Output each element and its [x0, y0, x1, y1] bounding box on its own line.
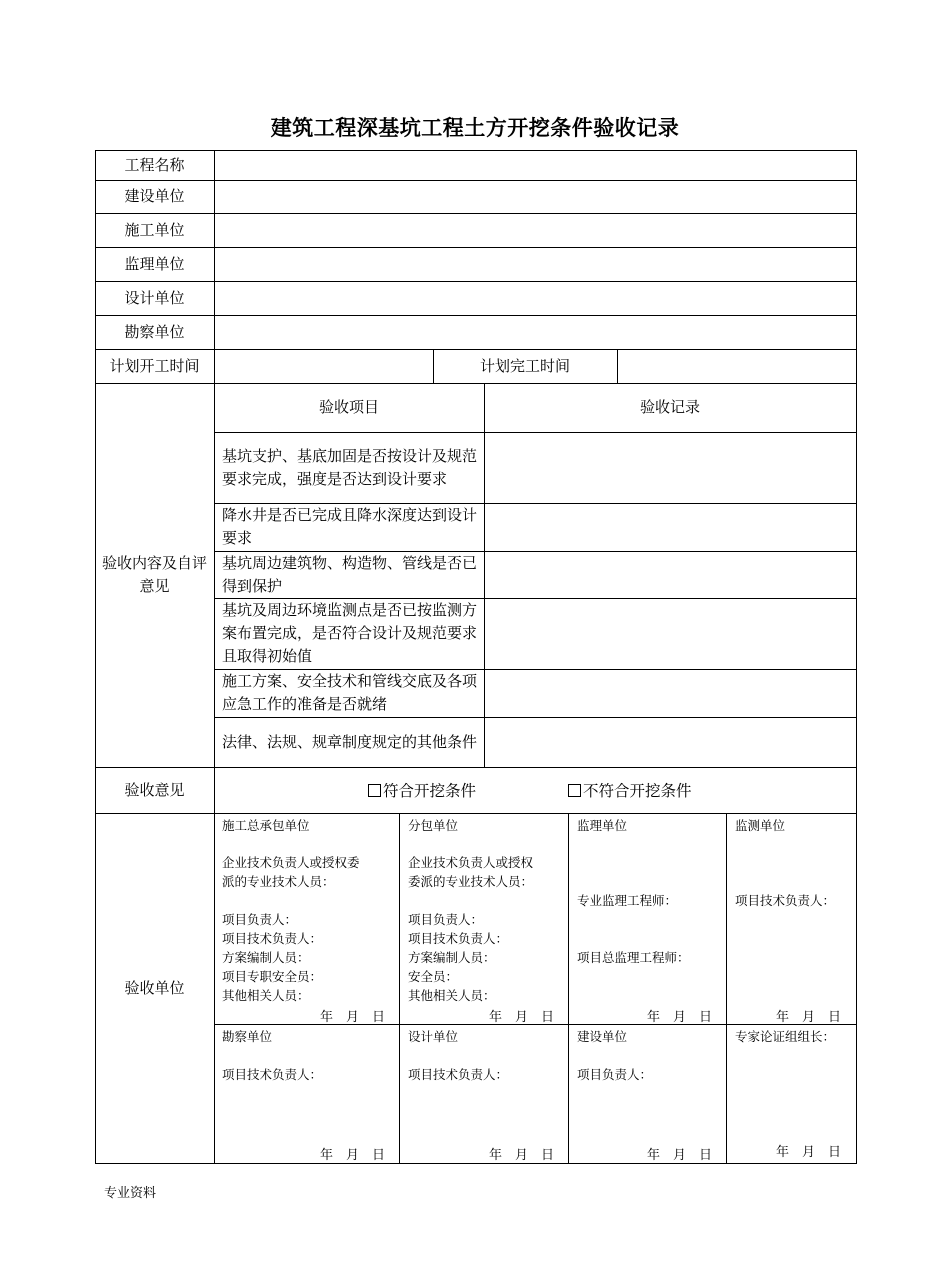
expert-leader-label: 专家论证组组长： — [735, 1029, 836, 1044]
general-contractor-tech-line1: 企业技术负责人或授权委 — [222, 855, 360, 870]
general-contractor-role: 方案编制人员： — [222, 950, 310, 965]
checkbox-icon[interactable] — [368, 784, 381, 797]
general-contractor-name: 施工总承包单位 — [222, 818, 310, 833]
general-contractor-role: 其他相关人员： — [222, 988, 310, 1003]
project-name-value[interactable] — [214, 150, 856, 180]
general-contractor-tech-line2: 派的专业技术人员： — [222, 874, 335, 889]
inspection-record[interactable] — [484, 669, 856, 717]
subcontractor-role: 方案编制人员： — [408, 950, 496, 965]
col-header-item: 验收项目 — [318, 398, 379, 416]
design-name: 设计单位 — [408, 1029, 459, 1044]
date-line: 年 月 日 — [489, 1010, 555, 1025]
inspection-item: 法律、法规、规章制度规定的其他条件 — [222, 732, 478, 751]
construction-owner-label: 建设单位 — [124, 187, 185, 205]
date-line: 年 月 日 — [320, 1010, 386, 1025]
option-unqualified[interactable] — [568, 779, 692, 801]
design-role: 项目技术负责人： — [408, 1067, 509, 1082]
general-contractor-role: 项目专职安全员： — [222, 969, 323, 984]
planned-finish-label: 计划完工时间 — [479, 356, 570, 375]
subcontractor-tech-line1: 企业技术负责人或授权 — [408, 855, 534, 870]
option-qualified[interactable] — [368, 779, 476, 801]
supervision-name: 监理单位 — [577, 818, 628, 833]
owner-name: 建设单位 — [577, 1029, 628, 1044]
monitoring-role: 项目技术负责人： — [735, 893, 836, 908]
inspection-section-label: 验收内容及自评意见 — [101, 554, 207, 595]
supervision-role: 项目总监理工程师： — [577, 950, 690, 965]
date-line: 年 月 日 — [776, 1145, 842, 1160]
date-line: 年 月 日 — [647, 1010, 713, 1025]
inspection-item: 基坑及周边环境监测点是否已按监测方案布置完成，是否符合设计及规范要求且取得初始值 — [222, 601, 478, 665]
survey-role: 项目技术负责人： — [222, 1067, 323, 1082]
inspection-record[interactable] — [484, 717, 856, 767]
monitoring-name: 监测单位 — [735, 818, 786, 833]
inspection-record[interactable] — [484, 432, 856, 503]
inspection-item: 基坑支护、基底加固是否按设计及规范要求完成，强度是否达到设计要求 — [222, 446, 478, 488]
surveyor-label: 勘察单位 — [124, 322, 185, 341]
date-line: 年 月 日 — [776, 1010, 842, 1025]
project-name-label: 工程名称 — [124, 155, 185, 174]
designer-value[interactable] — [214, 281, 856, 315]
subcontractor-role: 其他相关人员： — [408, 988, 496, 1003]
subcontractor-tech-line2: 委派的专业技术人员： — [408, 874, 534, 889]
planned-start-label: 计划开工时间 — [109, 356, 200, 375]
inspection-item: 施工方案、安全技术和管线交底及各项应急工作的准备是否就绪 — [222, 672, 478, 713]
survey-name: 勘察单位 — [222, 1029, 273, 1044]
option-unqualified-label: 不符合开挖条件 — [583, 782, 692, 800]
subcontractor-name: 分包单位 — [408, 818, 459, 833]
footer-text: 专业资料 — [104, 1186, 157, 1201]
designer-label: 设计单位 — [124, 288, 185, 307]
date-line: 年 月 日 — [647, 1148, 713, 1163]
construction-owner-value[interactable] — [214, 180, 856, 213]
supervisor-label: 监理单位 — [124, 254, 185, 273]
owner-role: 项目负责人： — [577, 1067, 653, 1082]
inspection-item: 降水井是否已完成且降水深度达到设计要求 — [222, 506, 478, 547]
planned-start-value[interactable] — [214, 349, 433, 383]
page-title: 建筑工程深基坑工程土方开挖条件验收记录 — [270, 116, 680, 140]
option-qualified-label: 符合开挖条件 — [383, 782, 477, 800]
subcontractor-role: 项目技术负责人： — [408, 931, 509, 946]
supervision-role: 专业监理工程师： — [577, 893, 678, 908]
surveyor-value[interactable] — [214, 315, 856, 349]
contractor-value[interactable] — [214, 213, 856, 247]
subcontractor-role: 项目负责人： — [408, 912, 484, 927]
date-line: 年 月 日 — [489, 1148, 555, 1163]
inspection-record[interactable] — [484, 551, 856, 598]
inspection-record[interactable] — [484, 598, 856, 669]
contractor-label: 施工单位 — [124, 220, 185, 239]
planned-finish-value[interactable] — [617, 349, 856, 383]
opinion-label: 验收意见 — [124, 780, 185, 799]
supervisor-value[interactable] — [214, 247, 856, 281]
date-line: 年 月 日 — [320, 1148, 386, 1163]
general-contractor-role: 项目负责人： — [222, 912, 298, 927]
col-header-record: 验收记录 — [639, 398, 700, 416]
inspection-item: 基坑周边建筑物、构造物、管线是否已得到保护 — [222, 553, 478, 595]
general-contractor-role: 项目技术负责人： — [222, 931, 323, 946]
checkbox-icon[interactable] — [568, 784, 581, 797]
subcontractor-role: 安全员： — [408, 969, 459, 984]
inspection-record[interactable] — [484, 503, 856, 551]
units-label: 验收单位 — [124, 978, 185, 997]
